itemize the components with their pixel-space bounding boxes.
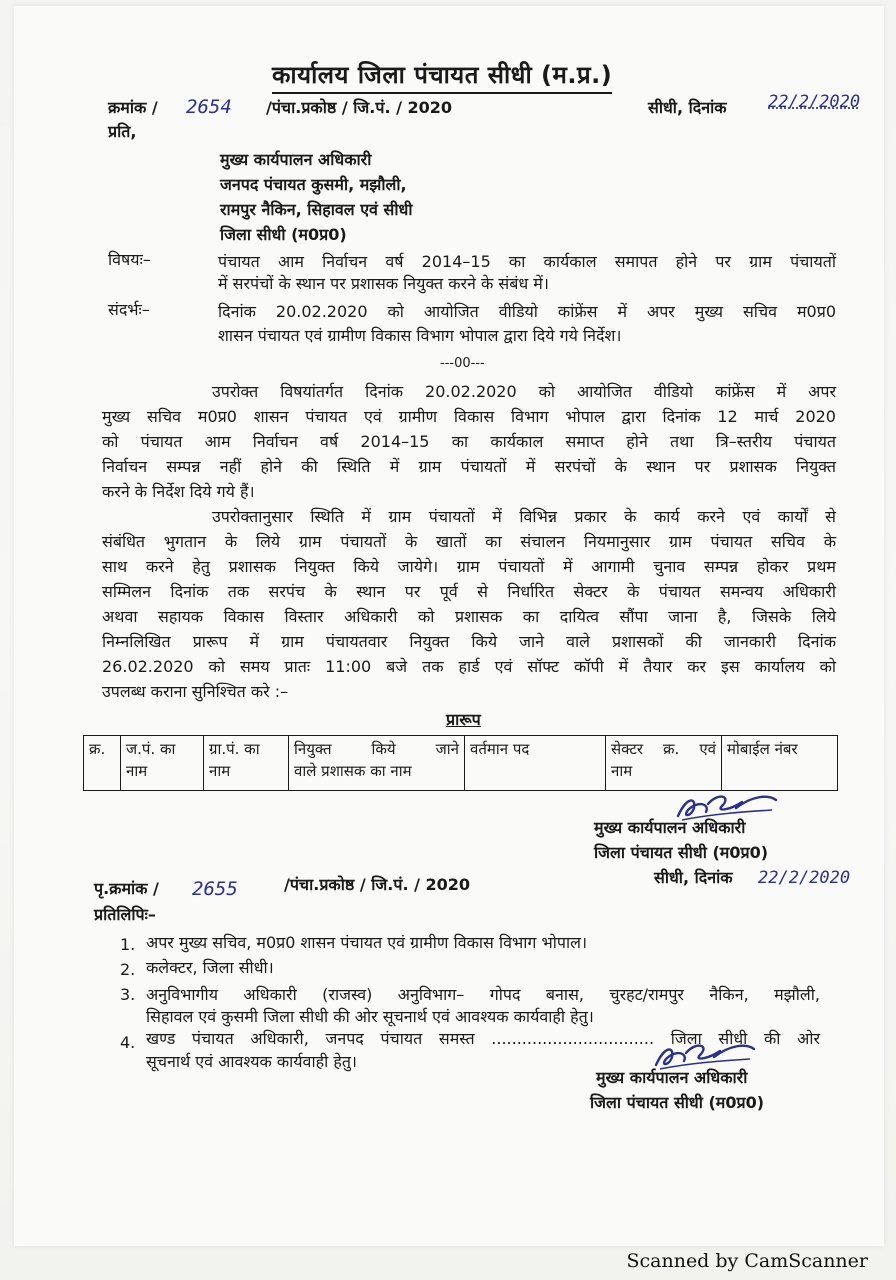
endorsement-number-suffix: /पंचा.प्रकोष्ठ / जि.पं. / 2020: [284, 875, 471, 894]
copy-item-text: सूचनार्थ एवं आवश्यक कार्यवाही हेतु।: [146, 1052, 358, 1071]
subject-line: में सरपंचों के स्थान पर प्रशासक नियुक्त करने के संबंध में।: [218, 274, 549, 293]
body-line: अथवा सहायक विकास विस्तार अधिकारी को प्रशासक का दायित्व सौंपा जाना है, जिसके लिये: [102, 607, 836, 626]
table-header-cell: [84, 736, 121, 791]
office-title: कार्यालय जिला पंचायत सीधी (म.प्र.): [272, 58, 612, 94]
endorsement-date-handwritten: 22/2/2020: [758, 868, 851, 888]
table-header-text: नियुक्त किये जाने: [294, 740, 459, 758]
order-number-suffix: /पंचा.प्रकोष्ठ / जि.पं. / 2020: [266, 98, 453, 117]
body-line: उपलब्ध कराना सुनिश्चित करे :–: [102, 682, 289, 701]
subject-label: विषयः–: [108, 250, 151, 269]
copy-item-text: अपर मुख्य सचिव, म0प्र0 शासन पंचायत एवं ग्रामीण विकास विभाग भोपाल।: [146, 933, 588, 952]
table-header-cell: [289, 736, 465, 791]
body-line: साथ करने हेतु प्रशासक नियुक्त किये जायेगे। ग्राम पंचायतों में आगामी चुनाव सम्पन्न होकर प्रथम: [102, 557, 836, 576]
body-line: को पंचायत आम निर्वाचन वर्ष 2014–15 का कार्यकाल समाप्त होने तथा त्रि–स्तरीय पंचायत: [102, 432, 836, 451]
reference-line: शासन पंचायत एवं ग्रामीण विकास विभाग भोपाल द्वारा दिये गये निर्देश।: [218, 326, 622, 345]
body-line: संबंधित भुगतान के लिये ग्राम पंचायतों के खातों का संचालन नियमानुसार ग्राम पंचायत सचिव के: [102, 532, 836, 551]
table-header-cell: [204, 736, 289, 791]
scanner-watermark: Scanned by CamScanner: [626, 1250, 868, 1272]
table-header-text: वाले प्रशासक का नाम: [294, 762, 412, 780]
copy-item-number: 2.: [120, 960, 136, 979]
body-line: मुख्य सचिव म0प्र0 शासन पंचायत एवं ग्रामीण विकास विभाग भोपाल द्वारा दिनांक 12 मार्च 2020: [102, 407, 836, 426]
endorsement-place-date-label: सीधी, दिनांक: [654, 868, 733, 887]
table-header-text: क्र.: [89, 740, 106, 758]
endorsement-number-handwritten: 2655: [192, 878, 238, 900]
table-header-text: वर्तमान पद: [470, 740, 530, 758]
recipient-line: जिला सीधी (म0प्र0): [220, 225, 347, 244]
copy-item-text: कलेक्टर, जिला सीधी।: [146, 958, 274, 977]
proforma-table: [83, 735, 838, 791]
table-header-cell: [722, 736, 838, 791]
recipient-line: रामपुर नैकिन, सिहावल एवं सीधी: [220, 200, 413, 219]
copy-item-text: खण्ड पंचायत अधिकारी, जनपद पंचायत समस्त ................................ जिला सीधी की ओर: [146, 1029, 820, 1048]
signatory-designation: मुख्य कार्यपालन अधिकारी: [594, 818, 746, 837]
reference-label: संदर्भः–: [108, 300, 150, 319]
endorsement-number-label: पृ.क्रमांक /: [94, 879, 159, 898]
table-header-cell: [465, 736, 606, 791]
recipient-line: मुख्य कार्यपालन अधिकारी: [220, 150, 372, 169]
separator: ---00---: [440, 356, 485, 371]
table-header-cell: [606, 736, 722, 791]
body-line: 26.02.2020 को समय प्रातः 11:00 बजे तक हार्ड एवं सॉफ्ट कॉपी में तैयार कर इस कार्यालय को: [102, 657, 836, 676]
proforma-heading: प्रारूप: [446, 710, 481, 729]
date-handwritten: 22/2/2020: [768, 92, 861, 112]
signatory-office: जिला पंचायत सीधी (म0प्र0): [594, 843, 769, 862]
copy-item-number: 1.: [120, 935, 136, 954]
copy-item-text: सिहावल एवं कुसमी जिला सीधी की ओर सूचनार्थ एवं आवश्यक कार्यवाही हेतु।: [146, 1007, 594, 1026]
table-header-text: ज.पं. का: [126, 740, 176, 758]
copy-to-label: प्रतिलिपिः–: [94, 905, 156, 924]
recipient-line: जनपद पंचायत कुसमी, मझौली,: [220, 175, 407, 194]
subject-line: पंचायत आम निर्वाचन वर्ष 2014–15 का कार्यकाल समापत होने पर ग्राम पंचायतों: [218, 252, 836, 271]
reference-line: दिनांक 20.02.2020 को आयोजित वीडियो कांफ्रेंस में अपर मुख्य सचिव म0प्र0: [218, 302, 836, 321]
table-header-text: सेक्टर क्र. एवं: [611, 740, 716, 758]
copy-item-text: अनुविभागीय अधिकारी (राजस्व) अनुविभाग– गोपद बनास, चुरहट/रामपुर नैकिन, मझौली,: [146, 985, 820, 1004]
prati-label: प्रति,: [108, 122, 137, 141]
table-header-text: ग्रा.पं. का: [209, 740, 260, 758]
copy-item-number: 3.: [120, 985, 136, 1004]
body-line: उपरोक्त विषयांतर्गत दिनांक 20.02.2020 को आयोजित वीडियो कांफ्रेंस में अपर: [212, 382, 836, 401]
body-line: उपरोक्तानुसार स्थिति में ग्राम पंचायतों में विभिन्न प्रकार के कार्य करने एवं कार्यों से: [212, 507, 836, 526]
order-number-handwritten: 2654: [186, 96, 232, 118]
signatory-office: जिला पंचायत सीधी (म0प्र0): [590, 1093, 765, 1112]
table-header-text: नाम: [611, 762, 633, 780]
body-line: निर्वाचन सम्पन्न नहीं होने की स्थिति में ग्राम पंचायतों में सरपंचों के स्थान पर प्रशासक नियुक्त: [102, 457, 836, 476]
table-row: [84, 736, 838, 791]
body-line: करने के निर्देश दिये गये हैं।: [102, 482, 255, 501]
table-header-text: नाम: [209, 762, 231, 780]
body-line: सम्मिलन दिनांक तक सरपंच के स्थान पर पूर्व से निर्धारित सेक्टर के पंचायत समन्वय अधिकारी: [102, 582, 836, 601]
table-header-cell: [121, 736, 204, 791]
table-header-text: मोबाईल नंबर: [727, 740, 798, 758]
place-date-label: सीधी, दिनांक: [648, 98, 727, 117]
order-number-label: क्रमांक /: [108, 98, 158, 117]
copy-item-number: 4.: [120, 1033, 136, 1052]
body-line: निम्नलिखित प्रारूप में ग्राम पंचायतवार नियुक्त किये जाने वाले प्रशासकों की जानकारी दिनांक: [102, 632, 836, 651]
table-header-text: नाम: [126, 762, 148, 780]
signatory-designation: मुख्य कार्यपालन अधिकारी: [596, 1068, 748, 1087]
